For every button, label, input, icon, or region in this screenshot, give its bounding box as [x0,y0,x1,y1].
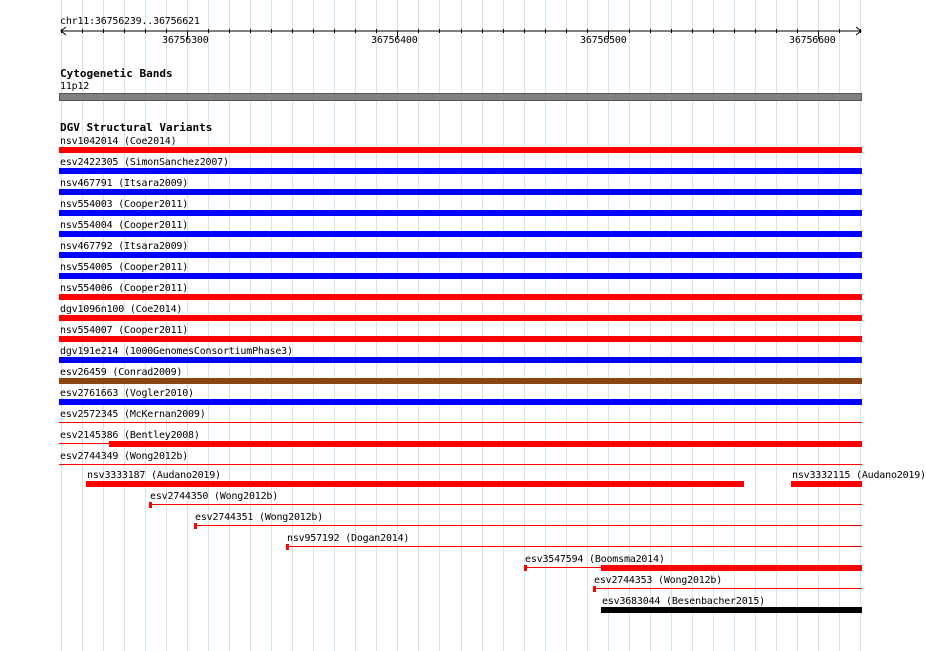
feature-label: nsv554006 (Cooper2011) [60,283,189,294]
feature-label: dgv1096n100 (Coe2014) [60,304,183,315]
variant-start-mark[interactable] [149,502,152,508]
variant-bar[interactable] [59,315,862,321]
feature-label: esv3547594 (Boomsma2014) [525,554,665,565]
variant-line[interactable] [59,443,109,444]
feature-label: esv2744351 (Wong2012b) [195,512,324,523]
variant-bar[interactable] [59,273,862,279]
variant-bar[interactable] [791,481,862,487]
variant-bar[interactable] [59,168,862,174]
variant-start-mark[interactable] [286,544,289,550]
variant-bar[interactable] [86,481,744,487]
variant-start-mark[interactable] [194,523,197,529]
cytoband-11p12[interactable] [59,93,862,101]
region-label: chr11:36756239..36756621 [60,16,200,27]
variant-bar[interactable] [59,294,862,300]
tick-label-36756500: 36756500 [580,35,627,46]
feature-label: nsv957192 (Dogan2014) [287,533,410,544]
variant-bar[interactable] [601,607,862,613]
variant-bar[interactable] [59,378,862,384]
feature-label: nsv1042014 (Coe2014) [60,136,177,147]
variant-line[interactable] [59,464,862,465]
cytoband-track-title: Cytogenetic Bands [60,67,173,80]
feature-label: esv2422305 (SimonSanchez2007) [60,157,229,168]
feature-label: nsv467791 (Itsara2009) [60,178,189,189]
variant-bar[interactable] [59,357,862,363]
feature-label: esv2761663 (Vogler2010) [60,388,194,399]
feature-label: nsv554003 (Cooper2011) [60,199,189,210]
variant-bar[interactable] [59,147,862,153]
feature-label: esv2572345 (McKernan2009) [60,409,206,420]
feature-label: nsv3333187 (Audano2019) [87,470,221,481]
variant-bar[interactable] [59,399,862,405]
feature-label: esv3683044 (Besenbacher2015) [602,596,765,607]
feature-label: nsv554007 (Cooper2011) [60,325,189,336]
feature-label: esv26459 (Conrad2009) [60,367,183,378]
variant-line[interactable] [194,525,862,526]
tick-label-36756600: 36756600 [789,35,836,46]
variant-line[interactable] [524,567,601,568]
variant-start-mark[interactable] [524,565,527,571]
feature-label: esv2744353 (Wong2012b) [594,575,723,586]
variant-line[interactable] [286,546,862,547]
feature-label: esv2744349 (Wong2012b) [60,451,189,462]
variant-bar[interactable] [59,336,862,342]
variant-bar[interactable] [601,565,862,571]
tick-label-36756300: 36756300 [162,35,209,46]
ruler-axis [0,25,890,45]
feature-label: nsv467792 (Itsara2009) [60,241,189,252]
variant-bar[interactable] [59,231,862,237]
variant-bar[interactable] [59,189,862,195]
variant-line[interactable] [593,588,862,589]
feature-label: dgv191e214 (1000GenomesConsortiumPhase3) [60,346,293,357]
feature-label: nsv554005 (Cooper2011) [60,262,189,273]
variant-line[interactable] [59,422,862,423]
cytoband-label: 11p12 [60,81,90,92]
dgv-track-title: DGV Structural Variants [60,121,213,134]
feature-label: nsv3332115 (Audano2019) [792,470,926,481]
variant-line[interactable] [149,504,862,505]
tick-label-36756400: 36756400 [371,35,418,46]
variant-bar[interactable] [59,252,862,258]
variant-start-mark[interactable] [593,586,596,592]
feature-label: nsv554004 (Cooper2011) [60,220,189,231]
variant-bar[interactable] [109,441,862,447]
variant-bar[interactable] [59,210,862,216]
feature-label: esv2145386 (Bentley2008) [60,430,200,441]
feature-label: esv2744350 (Wong2012b) [150,491,279,502]
